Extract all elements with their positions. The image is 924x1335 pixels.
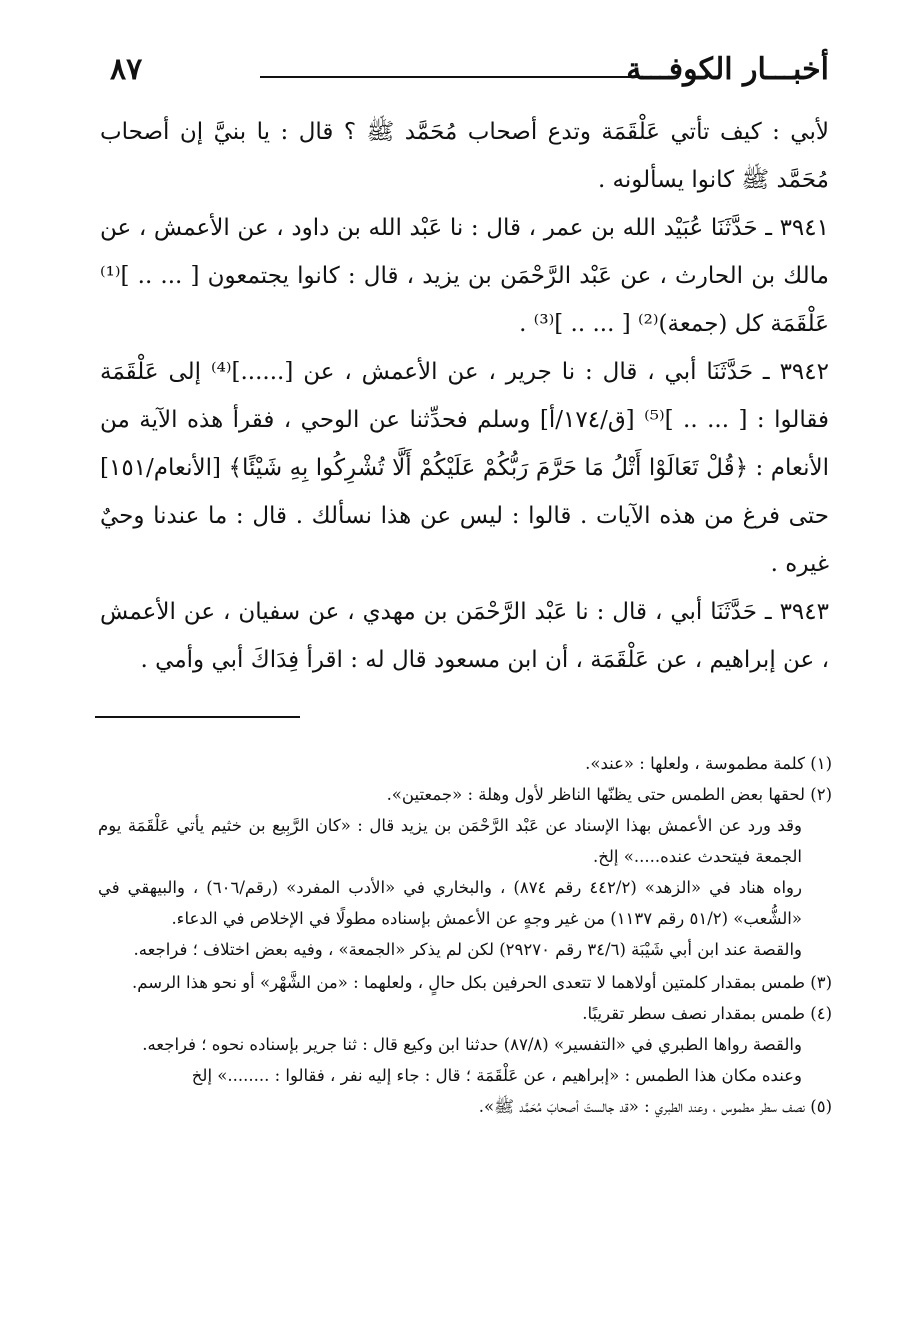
- footnote-4-note: وعنده مكان هذا الطمس : «إبراهيم ، عن عَلْقَمَة ؛ قال : جاء إليه نفر ، فقالوا : ........» إلخ: [191, 1066, 802, 1085]
- hadith-3943: ٣٩٤٣ ـ حَدَّثَنَا أبي ، قال : نا عَبْد الرَّحْمَن بن مهدي ، عن سفيان ، عن الأعمش ، عن إبراهيم ، عن عَلْقَمَة ، أن ابن مسعود قال له : اقرأ فِدَاكَ أبي وأمي .: [100, 599, 829, 673]
- footnote-2-note: رواه هناد في «الزهد» (٤٤٢/٢ رقم ٨٧٤) ، والبخاري في «الأدب المفرد» (رقم/٦٠٦) ، والبيهقي في «الشُّعب» (٥١/٢ رقم ١١٣٧) من غير وجهٍ عن الأعمش بإسناده مطولًا في الإخلاص في الدعاء.: [98, 878, 802, 928]
- main-text: [100, 108, 829, 684]
- footnote-2-note: وقد ورد عن الأعمش بهذا الإسناد عن عَبْد الرَّحْمَن بن يزيد قال : «كان الرَّبِيع بن خثيم يأتي عَلْقَمَة يوم الجمعة فيتحدث عنده.....» إلخ.: [98, 816, 802, 866]
- footnote-2-note: والقصة عند ابن أبي شَيْبَة (٣٤/٦ رقم ٢٩٢٧٠) لكن لم يذكر «الجمعة» ، وفيه بعض اختلاف ؛ فراجعه.: [133, 940, 802, 959]
- running-title: أخبـــار الكوفـــة: [626, 52, 829, 87]
- hadith-3942: ٣٩٤٢ ـ حَدَّثَنَا أبي ، قال : نا جرير ، عن الأعمش ، عن [......]⁽⁴⁾ إلى عَلْقَمَة فقالوا : [ ... .. ]⁽⁵⁾ [ق/١٧٤/أ] وسلم فحدِّثنا عن الوحي ، فقرأ هذه الآية من الأنعام : ﴿قُلْ تَعَالَوْا أَتْلُ مَا حَرَّمَ رَبُّكُمْ عَلَيْكُمْ أَلَّا تُشْرِكُوا بِهِ شَيْئًا﴾ [الأنعام/١٥١] حتى فرغ من هذه الآيات . قالوا : ليس عن هذا نسألك . قال : ما عندنا وحيٌ غيره .: [100, 359, 830, 577]
- paragraph-continuation: لأبي : كيف تأتي عَلْقَمَة وتدع أصحاب مُحَمَّد ﷺ ؟ قال : يا بنيَّ إن أصحاب مُحَمَّد ﷺ كانوا يسألونه .: [100, 119, 829, 193]
- footnote-1: (١) كلمة مطموسة ، ولعلها : «عند».: [585, 754, 832, 773]
- footnote-4-note: والقصة رواها الطبري في «التفسير» (٨٧/٨) حدثنا ابن وكيع قال : ثنا جرير بإسناده نحوه ؛ فراجعه.: [142, 1035, 802, 1054]
- footnote-2: (٢) لحقها بعض الطمس حتى يظنّها الناظر لأول وهلة : «جمعتين».: [386, 785, 832, 804]
- page-header: [110, 52, 829, 102]
- footnote-5: (٥) نصف سطر مطموس ، وعند الطبري : «قد جالستَ أصحابَ مُحَمَّد ﷺ».: [478, 1097, 832, 1116]
- footnotes: [98, 748, 832, 1122]
- footnote-3: (٣) طمس بمقدار كلمتين أولاهما لا تتعدى الحرفين بكل حالٍ ، ولعلهما : «من الشَّهْر» أو نحو هذا الرسم.: [131, 973, 832, 992]
- header-rule: [260, 76, 639, 78]
- hadith-3941: ٣٩٤١ ـ حَدَّثَنَا عُبَيْد الله بن عمر ، قال : نا عَبْد الله بن داود ، عن الأعمش ، عن مالك بن الحارث ، عن عَبْد الرَّحْمَن بن يزيد ، قال : كانوا يجتمعون [ ... .. ]⁽¹⁾ عَلْقَمَة كل (جمعة)⁽²⁾ [ ... .. ]⁽³⁾ .: [100, 215, 829, 337]
- footnote-4: (٤) طمس بمقدار نصف سطر تقريبًا.: [582, 1004, 832, 1023]
- page-number: ٨٧: [110, 52, 143, 87]
- footnote-separator: [95, 716, 300, 718]
